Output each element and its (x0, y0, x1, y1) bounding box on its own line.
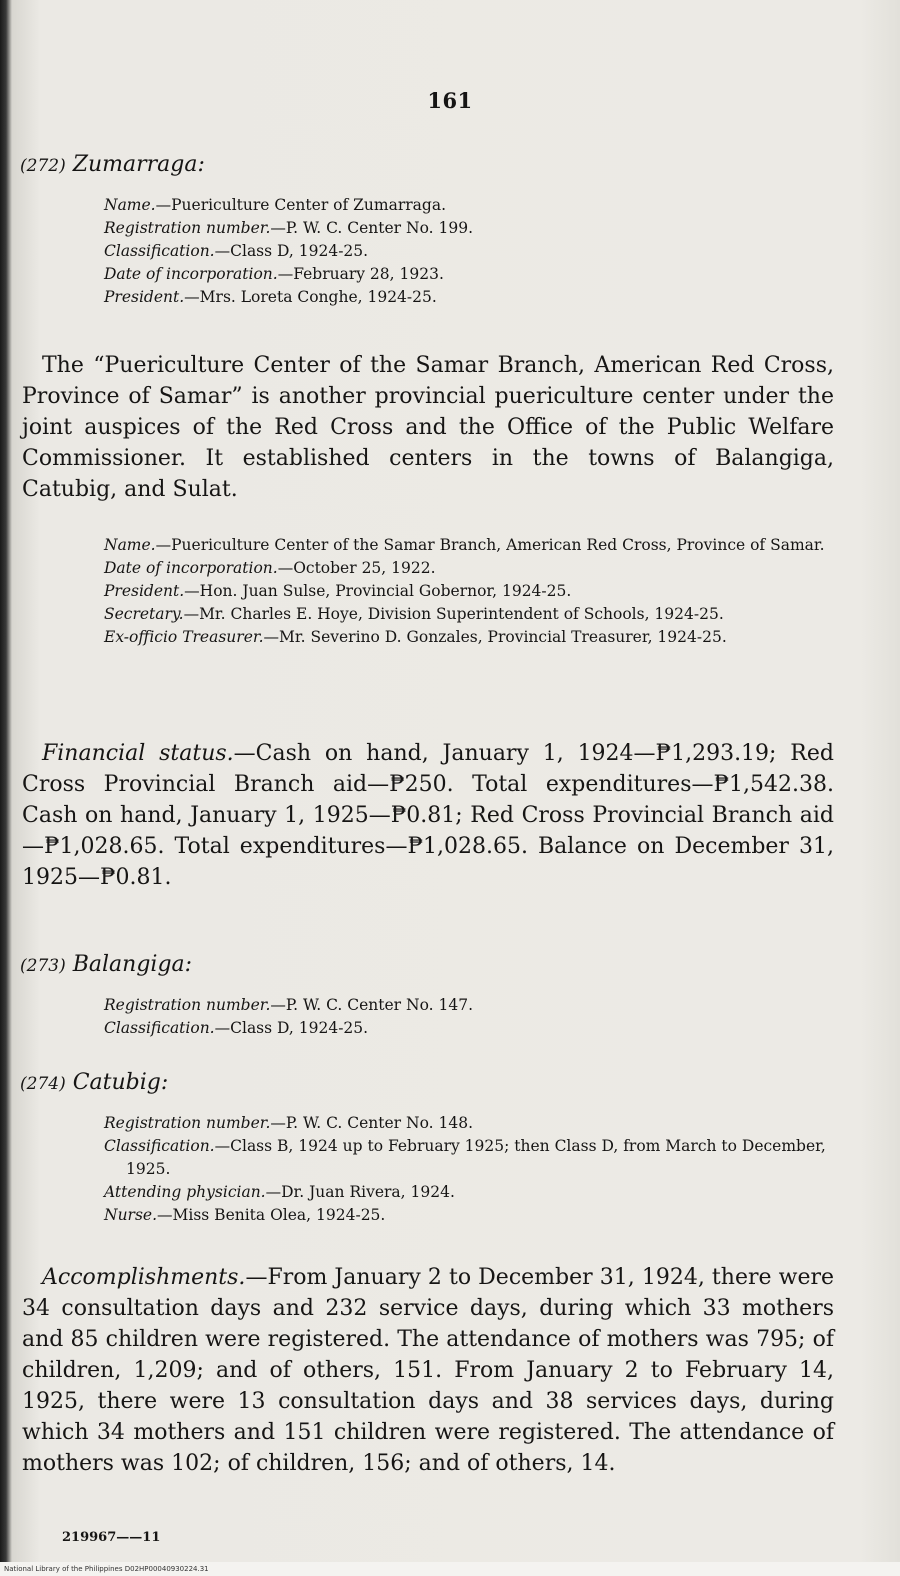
field-president: President.—Hon. Juan Sulse, Provincial Gobernor, 1924-25. (104, 582, 572, 600)
field-name: Name.—Puericulture Center of Zumarraga. (104, 196, 446, 214)
field-secretary: Secretary.—Mr. Charles E. Hoye, Division Superintendent of Schools, 1924-25. (104, 605, 724, 623)
field-classification: Classification.—Class D, 1924-25. (104, 242, 369, 260)
section-title: Balangiga: (72, 952, 193, 977)
section-number: (273) (20, 956, 66, 976)
catubig-fields (104, 1112, 834, 1227)
financial-status-label: Financial status. (42, 741, 234, 766)
section-title: Catubig: (72, 1070, 169, 1095)
zumarraga-fields (104, 194, 834, 309)
section-title: Zumarraga: (72, 152, 205, 177)
field-president: President.—Mrs. Loreta Conghe, 1924-25. (104, 288, 437, 306)
samar-fields (104, 534, 834, 649)
field-attending-physician: Attending physician.—Dr. Juan Rivera, 1924. (104, 1183, 455, 1201)
field-date-of-incorporation: Date of incorporation.—October 25, 1922. (104, 559, 436, 577)
balangiga-fields (104, 994, 834, 1040)
financial-status-text: —Cash on hand, January 1, 1924—₱1,293.19; Red Cross Provincial Branch aid—₱250. Total expenditures—₱1,542.38. Cash on hand, January 1, 1925—₱0.81; Red Cross Provincial Branch aid—₱1,028.65. Total expenditures—₱1,028.65. Balance on December 31, 1925—₱0.81. (22, 741, 834, 890)
field-registration-number: Registration number.—P. W. C. Center No. 147. (104, 996, 474, 1014)
section-heading-zumarraga (20, 152, 205, 177)
accomplishments-text: —From January 2 to December 31, 1924, there were 34 consultation days and 232 service days, during which 33 mothers and 85 children were registered. The attendance of mothers was 795; of children, 1,209; and of others, 151. From January 2 to February 14, 1925, there were 13 consultation days and 38 services days, during which 34 mothers and 151 children were registered. The attendance of mothers was 102; of children, 156; and of others, 14. (22, 1265, 834, 1476)
section-heading-catubig (20, 1070, 168, 1095)
samar-intro-paragraph: The “Puericulture Center of the Samar Branch, American Red Cross, Province of Samar” is another provincial puericulture center under the joint auspices of the Red Cross and the Office of the Public Welfare Commissioner. It established centers in the towns of Balangiga, Catubig, and Sulat. (22, 353, 834, 502)
financial-status-paragraph (22, 738, 834, 893)
field-registration-number: Registration number.—P. W. C. Center No. 199. (104, 219, 474, 237)
field-classification: Classification.—Class D, 1924-25. (104, 1019, 369, 1037)
field-ex-officio-treasurer: Ex-officio Treasurer.—Mr. Severino D. Gonzales, Provincial Treasurer, 1924-25. (104, 628, 727, 646)
section-heading-balangiga (20, 952, 192, 977)
field-nurse: Nurse.—Miss Benita Olea, 1924-25. (104, 1206, 386, 1224)
accomplishments-paragraph (22, 1262, 834, 1479)
section-number: (272) (20, 156, 66, 176)
field-name: Name.—Puericulture Center of the Samar Branch, American Red Cross, Province of Samar. (104, 536, 825, 554)
print-code: 219967——11 (62, 1530, 161, 1545)
scan-credit-strip: National Library of the Philippines D02HP00040930224.31 (0, 1562, 900, 1576)
field-classification: Classification.—Class B, 1924 up to February 1925; then Class D, from March to December, 1925. (104, 1137, 826, 1178)
field-registration-number: Registration number.—P. W. C. Center No. 148. (104, 1114, 474, 1132)
accomplishments-label: Accomplishments. (42, 1265, 246, 1290)
field-date-of-incorporation: Date of incorporation.—February 28, 1923. (104, 265, 444, 283)
section-number: (274) (20, 1074, 66, 1094)
page-number: 161 (427, 88, 473, 113)
